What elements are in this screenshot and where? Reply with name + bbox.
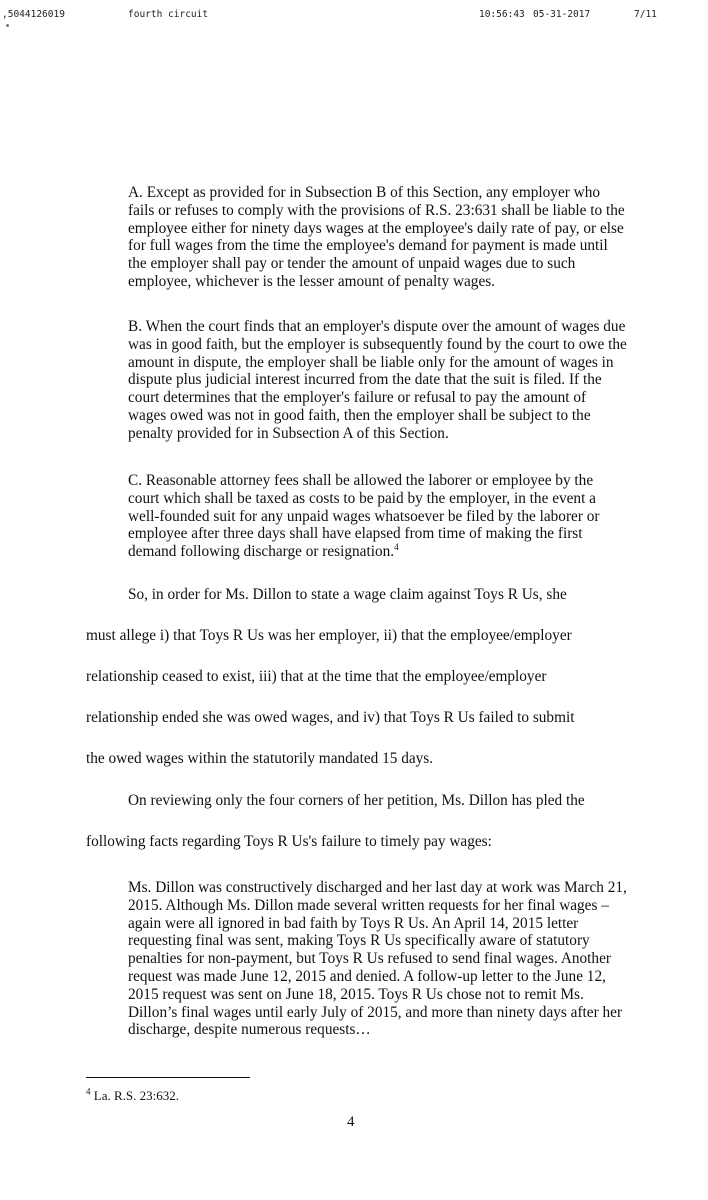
body-line: On reviewing only the four corners of her petition, Ms. Dillon has pled the — [128, 792, 585, 809]
fax-time: 10:56:43 — [479, 9, 525, 20]
footnote — [86, 1088, 179, 1104]
footnote-divider — [86, 1077, 250, 1078]
footnote-reference: 4 — [394, 542, 399, 553]
footnote-marker: 4 — [86, 1086, 91, 1097]
body-line: So, in order for Ms. Dillon to state a wage claim against Toys R Us, she — [128, 586, 567, 603]
fax-date: 05-31-2017 — [533, 9, 591, 20]
body-line: relationship ended she was owed wages, and iv) that Toys R Us failed to submit — [86, 709, 575, 726]
statute-subsection-c — [128, 472, 628, 561]
body-line: the owed wages within the statutorily mandated 15 days. — [86, 750, 434, 767]
statute-subsection-b: B. When the court finds that an employer's dispute over the amount of wages due was in good faith, but the employer is subsequently found by the court to owe the amount in dispute, the employer shall be liable only for the amount of wages in dispute plus judicial interest incurred from the date that the suit is filed. If the court determines that the employer's failure or refusal to pay the amount of wages owed was not in good faith, then the employer shall be subject to the penalty provided for in Subsection A of this Section. — [128, 318, 627, 442]
petition-quote: Ms. Dillon was constructively discharged and her last day at work was March 21, 2015. Although Ms. Dillon made several written requests for her final wages – again were all ignored in bad faith by Toys R Us. An April 14, 2015 letter requesting final was sent, making Toys R Us specifically aware of statutory penalties for non-payment, but Toys R Us refused to send final wages. Another request was made June 12, 2015 and denied. A follow-up letter to the June 12, 2015 request was sent on June 18, 2015. Toys R Us chose not to remit Ms. Dillon’s final wages until early July of 2015, and more than ninety days after her discharge, despite numerous requests… — [128, 879, 627, 1039]
body-line: following facts regarding Toys R Us's failure to timely pay wages: — [86, 833, 492, 850]
footnote-text: La. R.S. 23:632. — [93, 1088, 179, 1103]
fax-sender-name: fourth circuit — [128, 9, 209, 20]
scan-speck — [6, 24, 9, 27]
page-number: 4 — [347, 1114, 355, 1130]
fax-sender-number: ,5044126019 — [2, 9, 65, 20]
fax-page-count: 7/11 — [634, 9, 657, 20]
body-line: must allege i) that Toys R Us was her employer, ii) that the employee/employer — [86, 627, 572, 644]
statute-subsection-a: A. Except as provided for in Subsection B of this Section, any employer who fails or refuses to comply with the provisions of R.S. 23:631 shall be liable to the employee either for ninety days wages at the employee's daily rate of pay, or else for full wages from the time the employee's demand for payment is made until the employer shall pay or tender the amount of unpaid wages due to such employee, whichever is the lesser amount of penalty wages. — [128, 184, 625, 290]
statute-subsection-c-text: C. Reasonable attorney fees shall be allowed the laborer or employee by the court which shall be taxed as costs to be paid by the employer, in the event a well-founded suit for any unpaid wages whatsoever be filed by the laborer or employee after three days shall have elapsed from time of making the first demand following discharge or resignation. — [128, 472, 600, 561]
body-line: relationship ceased to exist, iii) that at the time that the employee/employer — [86, 668, 547, 685]
